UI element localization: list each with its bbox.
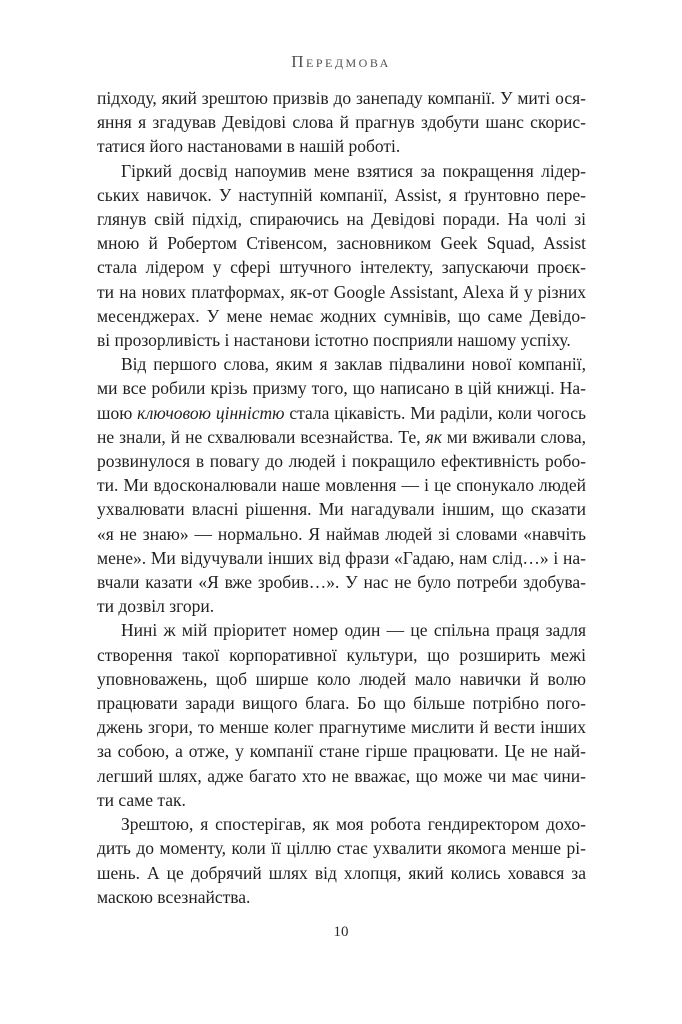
text-line: стала лідером у сфері штучного інтелекту, запускаючи проєк-: [97, 257, 586, 278]
text-line: шень. А це добрячий шлях від хлопця, який колись ховався за: [97, 862, 586, 883]
text-line: ти дозвіл згори.: [97, 596, 215, 617]
text-line: створення такої корпоративної культури, що розширить межі: [97, 644, 586, 665]
paragraph: [97, 86, 586, 159]
text-line: мене». Ми відучували інших від фрази «Гадаю, нам слід…» і на-: [97, 547, 586, 568]
text-line: ських навичок. У наступній компанії, Assist, я ґрунтовно пере-: [97, 184, 586, 205]
text-line: джень згори, то менше колег прагнутиме мислити й вести інших: [97, 717, 586, 738]
text-line: яння я згадував Девідові слова й прагнув здобути шанс скорис-: [97, 112, 586, 133]
body-text: [97, 86, 586, 909]
text-line: ві прозорливість і настанови істотно посприяли нашому успіху.: [97, 330, 571, 351]
paragraph: [97, 352, 586, 618]
text-line: мною й Робертом Стівенсом, засновником Geek Squad, Assist: [97, 233, 586, 254]
chapter-title: Передмова: [291, 52, 391, 71]
text-line: ми все робили крізь призму того, що написано в цій книжці. На-: [97, 378, 586, 399]
text-line: легший шлях, адже багато хто не вважає, що може чи має чини-: [97, 765, 586, 786]
text-line: месенджерах. У мене немає жодних сумнівів, що саме Девідо-: [97, 305, 586, 326]
text-line: Зрештою, я спостерігав, як моя робота гендиректором дохо-: [121, 814, 586, 835]
text-line: уповноважень, щоб ширше коло людей мало навички й волю: [97, 668, 586, 689]
page-number: 10: [333, 924, 349, 940]
text-line: глянув свій підхід, спираючись на Девідові поради. На чолі зі: [97, 209, 586, 230]
text-line: вчали казати «Я вже зробив…». У нас не було потреби здобува-: [97, 572, 586, 593]
text-line: ти на нових платформах, як-от Google Assistant, Alexa й у різних: [97, 281, 586, 302]
text-line: підходу, який зрештою призвів до занепаду компанії. У миті ося-: [97, 88, 586, 108]
text-line: Від першого слова, яким я заклав підвалини нової компанії,: [121, 354, 586, 375]
text-line: за собою, а отже, у компанії стане гірше працювати. Це не най-: [97, 741, 586, 762]
text-line: шою ключовою цінністю стала цікавість. Ми раділи, коли чогось: [97, 402, 586, 423]
text-line: ти. Ми вдосконалювали наше мовлення — і це спонукало людей: [97, 475, 586, 496]
text-line: ти саме так.: [97, 789, 186, 810]
text-line: Нині ж мій пріоритет номер один — це спільна праця задля: [121, 620, 586, 641]
text-line: працювати заради вищого блага. Бо що більше потрібно пого-: [97, 693, 586, 714]
text-line: Гіркий досвід напоумив мене взятися за покращення лідер-: [121, 160, 586, 181]
text-line: маскою всезнайства.: [97, 886, 251, 907]
text-line: «я не знаю» — нормально. Я наймав людей зі словами «навчіть: [97, 523, 586, 544]
text-line: не знали, й не схвалювали всезнайства. Те, як ми вживали слова,: [97, 426, 586, 447]
text-line: розвинулося в повагу до людей і покращило ефективність робо-: [97, 451, 586, 472]
text-line: дить до моменту, коли її ціллю стає ухвалити якомога менше рі-: [97, 838, 586, 859]
paragraph: [97, 812, 586, 909]
paragraph: [97, 159, 586, 353]
paragraph: [97, 618, 586, 812]
text-line: татися його настановами в нашій роботі.: [97, 136, 401, 157]
text-line: ухвалювати власні рішення. Ми нагадували іншим, що сказати: [97, 499, 586, 520]
